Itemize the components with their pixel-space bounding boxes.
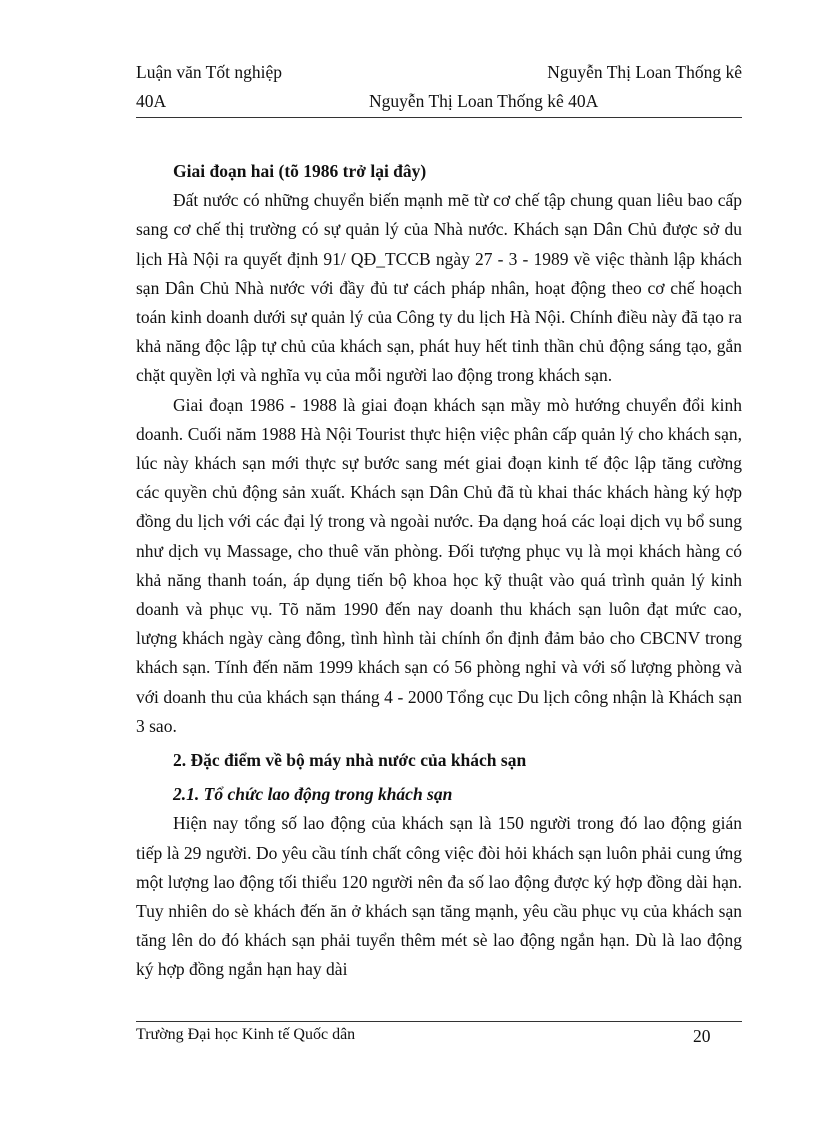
paragraph-1: Đất nước có những chuyển biến mạnh mẽ từ cơ chế tập chung quan liêu bao cấp sang cơ chế thị trường có sự quản lý của Nhà nước. Khách sạn Dân Chủ được sở du lịch Hà Nội ra quyết định 91/ QĐ_TCCB ngày 27 - 3 - 1989 về việc thành lập khách sạn Dân Chủ Nhà nước với đầy đủ tư cách pháp nhân, hoạt động theo cơ chế hoạch toán kinh doanh dưới sự quản lý của Công ty du lịch Hà Nội. Chính điều này đã tạo ra khả năng độc lập tự chủ của khách sạn, phát huy hết tinh thần chủ động sáng tạo, gắn chặt quyền lợi và nghĩa vụ của mỗi người lao động trong khách sạn. (136, 190, 742, 386)
header-thesis-label: Luận văn Tốt nghiệp (136, 62, 282, 82)
header-class-label: 40A (136, 91, 167, 111)
header-author-repeat: Nguyễn Thị Loan Thống kê 40A (369, 91, 599, 111)
paragraph-3: Hiện nay tổng số lao động của khách sạn là 150 người trong đó lao động gián tiếp là 29 người. Do yêu cầu tính chất công việc đòi hỏi khách sạn luôn phải cung ứng một lượng lao động tối thiểu 120 người nên đa số lao động được ký hợp đồng dài hạn. Tuy nhiên do sè khách đến ăn ở khách sạn tăng mạnh, yêu cầu phục vụ của khách sạn tăng lên do đó khách sạn phải tuyển thêm mét sè lao động ngắn hạn. Dù là lao động ký hợp đồng ngắn hạn hay dài (136, 813, 742, 980)
section-heading-phase-two: Giai đoạn hai (tõ 1986 trở lại đây) (173, 161, 427, 181)
section-heading-2-1: 2.1. Tổ chức lao động trong khách sạn (173, 784, 453, 805)
page-body (136, 157, 742, 985)
page-header (136, 58, 742, 116)
section-heading-2: 2. Đặc điểm về bộ máy nhà nước của khách sạn (173, 750, 527, 771)
header-divider (136, 117, 742, 118)
paragraph-2: Giai đoạn 1986 - 1988 là giai đoạn khách sạn mầy mò hướng chuyển đổi kinh doanh. Cuối năm 1988 Hà Nội Tourist thực hiện việc phân cấp quản lý cho khách sạn, lúc này khách sạn mới thực sự bước sang mét giai đoạn kinh tế độc lập tăng cường các quyền chủ động sản xuất. Khách sạn Dân Chủ đã tù khai thác khách hàng ký hợp đồng du lịch với các đại lý trong và ngoài nước. Đa dạng hoá các loại dịch vụ bổ sung như dịch vụ Massage, cho thuê văn phòng. Đối tượng phục vụ là mọi khách hàng có khả năng thanh toán, áp dụng tiến bộ khoa học kỹ thuật vào quá trình quản lý kinh doanh và phục vụ. Tõ năm 1990 đến nay doanh thu khách sạn luôn đạt mức cao, lượng khách ngày càng đông, tình hình tài chính ổn định đảm bảo cho CBCNV trong khách sạn. Tính đến năm 1999 khách sạn có 56 phòng nghỉ và với số lượng phòng và với doanh thu của khách sạn tháng 4 - 2000 Tổng cục Du lịch công nhận là Khách sạn 3 sao. (136, 394, 742, 736)
header-author-name: Nguyễn Thị Loan Thống kê (547, 62, 742, 82)
footer-divider (136, 1021, 742, 1022)
page-number: 20 (693, 1026, 711, 1046)
footer-university: Trường Đại học Kinh tế Quốc dân (136, 1026, 356, 1043)
